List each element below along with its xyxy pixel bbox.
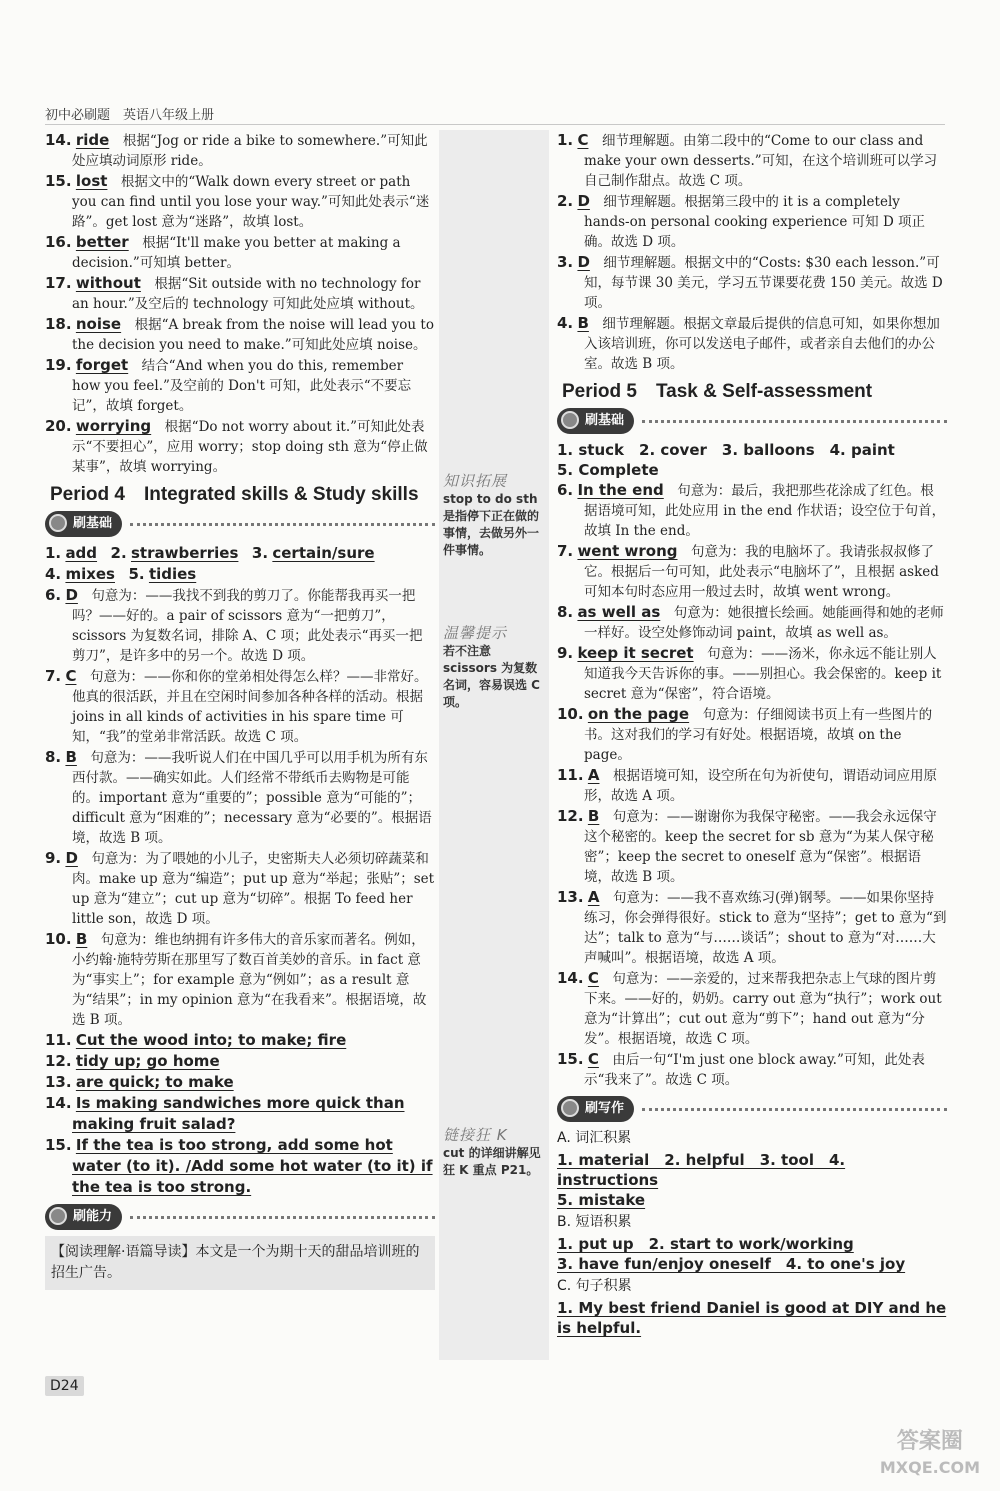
answer-item bbox=[45, 585, 435, 666]
item-answer: noise bbox=[75, 315, 122, 333]
answer-line bbox=[45, 564, 435, 585]
item-answer: strawberries bbox=[130, 544, 239, 562]
item-answer: B bbox=[577, 314, 589, 332]
badge-basic-1 bbox=[45, 511, 435, 537]
writing-a2: 5. mistake bbox=[557, 1191, 646, 1209]
item-answer: D bbox=[65, 586, 78, 604]
side-note-3 bbox=[443, 1124, 547, 1179]
item-explanation: 句意为：——我听说人们在中国几乎可以用手机为所有东西付款。——确实如此。人们经常不带纸币去购物是可能的。important 意为“重要的”；possible 意为“可能的”；difficult 意为“困难的”；necessary 意为“必要的”。根据语境，故选 B 项。 bbox=[72, 750, 432, 846]
page-header: 初中必刷题 英语八年级上册 bbox=[45, 108, 215, 123]
item-number: 12. bbox=[45, 1052, 72, 1070]
answer-item bbox=[45, 416, 435, 477]
writing-b1: 1. put up 2. start to work/working bbox=[557, 1235, 854, 1253]
item-number: 7. bbox=[45, 667, 62, 685]
item-explanation: 句意为：维也纳拥有许多伟大的音乐家而著名。例如，小约翰·施特劳斯在那里写了数百首美妙的音乐。in fact 意为“事实上”；for example 意为“例如”；as a result 意为“结果”；in my opinion 意为“在我看来”。根据语境，故选 B 项。 bbox=[72, 932, 427, 1028]
answer-item bbox=[45, 747, 435, 848]
item-number: 11. bbox=[557, 766, 584, 784]
item-explanation: 句意为：最后，我把那些花涂成了红色。根据语境可知，此处应用 in the end 作状语；设空位于句首，故填 In the end。 bbox=[584, 483, 946, 539]
answer-item bbox=[557, 704, 947, 765]
answer-item bbox=[45, 355, 435, 416]
item-explanation: 句意为：仔细阅读书页上有一些图片的书。这对我们的学习有好处。根据语境，故填 on the page。 bbox=[584, 707, 933, 763]
item-explanation: 根据“Jog or ride a bike to somewhere.”可知此处应填动词原形 ride。 bbox=[72, 133, 428, 169]
item-number: 16. bbox=[45, 233, 72, 251]
item-answer: In the end bbox=[577, 481, 664, 499]
writing-c-title: C. 句子积累 bbox=[557, 1278, 632, 1294]
reading-guide: 【阅读理解·语篇导读】本文是一个为期十天的甜品培训班的招生广告。 bbox=[45, 1236, 435, 1290]
p4-items bbox=[45, 585, 435, 1198]
item-number: 8. bbox=[557, 603, 574, 621]
item-explanation: 细节理解题。根据第三段中的 it is a completely hands-on personal cooking experience 可知 D 项正确。故选 D 项。 bbox=[584, 194, 926, 250]
item-number: 20. bbox=[45, 417, 72, 435]
item-answer: Is making sandwiches more quick than making fruit salad? bbox=[72, 1094, 405, 1133]
item-explanation: 句意为：——亲爱的，过来帮我把杂志上气球的图片剪下来。——好的，奶奶。carry out 意为“执行”；work out 意为“计算出”；cut out 意为“剪下”；hand out 意为“分发”。根据语境，故选 C 项。 bbox=[584, 971, 942, 1047]
answer-item bbox=[45, 666, 435, 747]
item-explanation: 细节理解题。由第二段中的“Come to our class and make your own desserts.”可知，在这个培训班可以学习自己制作甜点。故选 C 项。 bbox=[584, 133, 938, 189]
item-explanation: 句意为：——汤米，你永远不能让别人知道我今天告诉你的事。——别担心。我会保密的。keep it secret 意为“保密”，符合语境。 bbox=[584, 646, 942, 702]
answer-line bbox=[45, 543, 435, 564]
item-answer: add bbox=[65, 544, 98, 562]
watermark-logo bbox=[880, 1429, 980, 1481]
writing-b2: 3. have fun/enjoy oneself 4. to one's joy bbox=[557, 1255, 906, 1273]
item-number: 14. bbox=[45, 1094, 72, 1112]
answer-item bbox=[45, 1135, 435, 1198]
answer-item bbox=[557, 806, 947, 887]
item-answer: went wrong bbox=[577, 542, 678, 560]
answer-item bbox=[45, 130, 435, 171]
answer-item bbox=[45, 232, 435, 273]
item-explanation: 句意为：——我找不到我的剪刀了。你能帮我再买一把吗？——好的。a pair of scissors 意为“一把剪刀”，scissors 为复数名词，排除 A、C 项；此处表示“再买一把剪刀”，是许多中的另一个。故选 D 项。 bbox=[72, 588, 423, 664]
item-explanation: 句意为：——我不喜欢练习(弹)钢琴。——如果你坚持练习，你会弹得很好。stick to 意为“坚持”；get to 意为“到达”；talk to 意为“与……谈话”；shout to 意为“对……大声喊叫”。根据语境，故选 A 项。 bbox=[584, 890, 947, 966]
side-note-2-text: 若不注意 scissors 为复数名词，容易误选 C 项。 bbox=[443, 644, 540, 709]
item-answer: C bbox=[587, 1050, 599, 1068]
item-explanation: 根据文中的“Walk down every street or path you can find until you lose your way.”可知此处表示“迷路”。get lost 意为“迷路”，故填 lost。 bbox=[72, 174, 430, 230]
item-answer: B bbox=[75, 930, 88, 948]
item-answer: B bbox=[65, 748, 77, 766]
item-number: 15. bbox=[45, 1136, 72, 1154]
item-number: 6. bbox=[45, 586, 62, 604]
writing-a-title: A. 词汇积累 bbox=[557, 1130, 632, 1146]
answer-item bbox=[557, 130, 947, 191]
item-number: 8. bbox=[45, 748, 62, 766]
sidebar bbox=[439, 130, 549, 1360]
left-column bbox=[45, 130, 435, 1290]
answer-item bbox=[557, 643, 947, 704]
answer-item bbox=[45, 314, 435, 355]
item-number: 2. bbox=[110, 544, 127, 562]
item-explanation: 根据“A break from the noise will lead you to the decision you need to make.”可知此处应填 noise。 bbox=[72, 317, 434, 353]
item-answer: Cut the wood into; to make; fire bbox=[75, 1031, 347, 1049]
item-number: 3. bbox=[251, 544, 269, 562]
item-number: 13. bbox=[557, 888, 584, 906]
item-answer: D bbox=[65, 849, 78, 867]
logo-url: MXQE.COM bbox=[879, 1458, 980, 1477]
answer-item bbox=[45, 273, 435, 314]
item-answer: C bbox=[65, 667, 77, 685]
writing-b-title: B. 短语积累 bbox=[557, 1214, 632, 1230]
answer-item bbox=[557, 968, 947, 1049]
item-number: 19. bbox=[45, 356, 72, 374]
answer-item bbox=[45, 929, 435, 1030]
writing-c1: 1. My best friend Daniel is good at DIY and he is helpful. bbox=[557, 1299, 947, 1337]
answer-item bbox=[557, 765, 947, 806]
page-number: D24 bbox=[45, 1376, 84, 1396]
side-note-1-title: 知识拓展 bbox=[443, 472, 508, 490]
period5-title: Period 5 Task & Self-assessment bbox=[562, 381, 873, 402]
item-number: 14. bbox=[45, 131, 72, 149]
answer-item bbox=[45, 171, 435, 232]
item-number: 5. bbox=[128, 565, 145, 583]
answer-item bbox=[557, 887, 947, 968]
item-answer: C bbox=[577, 131, 589, 149]
side-note-3-text: cut 的详细讲解见狂 K 重点 P21。 bbox=[443, 1146, 541, 1177]
item-explanation: 结合“And when you do this, remember how you feel.”及空前的 Don't 可知，此处表示“不要忘记”，故填 forget。 bbox=[72, 358, 412, 414]
item-number: 14. bbox=[557, 969, 584, 987]
side-note-1-text: stop to do sth 是指停下正在做的事情，去做另外一件事情。 bbox=[443, 492, 540, 557]
item-number: 6. bbox=[557, 481, 574, 499]
item-answer: mixes bbox=[65, 565, 115, 583]
answer-item bbox=[557, 541, 947, 602]
side-note-2-title: 温馨提示 bbox=[443, 624, 508, 642]
badge-ability bbox=[45, 1204, 435, 1230]
writing-a1: 1. material 2. helpful 3. tool 4. instructions bbox=[557, 1151, 846, 1189]
item-answer: tidy up; go home bbox=[75, 1052, 220, 1070]
item-answer: D bbox=[577, 192, 590, 210]
badge-writing bbox=[557, 1096, 947, 1122]
side-note-2 bbox=[443, 622, 547, 711]
item-explanation: 细节理解题。根据文章最后提供的信息可知，如果你想加入该培训班，你可以发送电子邮件，或者亲自去他们的办公室。故选 B 项。 bbox=[584, 316, 940, 372]
answer-item bbox=[45, 1093, 435, 1135]
item-answer: keep it secret bbox=[577, 644, 694, 662]
item-explanation: 根据“Do not worry about it.”可知此处表示“不要担心”，应用 worry；stop doing sth 意为“停止做某事”，故填 worrying。 bbox=[72, 419, 428, 475]
answer-item bbox=[557, 313, 947, 374]
item-number: 9. bbox=[557, 644, 574, 662]
side-note-1 bbox=[443, 470, 547, 559]
right-items bbox=[557, 130, 947, 374]
item-answer: If the tea is too strong, add some hot water (to it). /Add some hot water (to it) if the tea is too strong. bbox=[72, 1136, 433, 1196]
item-answer: forget bbox=[75, 356, 129, 374]
p4-short-answers bbox=[45, 543, 435, 585]
item-explanation: 句意为：——谢谢你为我保守秘密。——我会永远保守这个秘密的。keep the secret for sb 意为“为某人保守秘密”；keep the secret to oneself 意为“保密”。根据语境，故选 B 项。 bbox=[584, 809, 937, 885]
answer-item bbox=[45, 1030, 435, 1051]
item-number: 4. bbox=[557, 314, 574, 332]
item-answer: D bbox=[577, 253, 590, 271]
item-answer: ride bbox=[75, 131, 110, 149]
answer-item bbox=[45, 848, 435, 929]
badge-label: 刷基础 bbox=[45, 511, 122, 537]
item-answer: better bbox=[75, 233, 129, 251]
item-explanation: 根据语境可知，设空所在句为祈使句，谓语动词应用原形，故选 A 项。 bbox=[584, 768, 937, 804]
header-divider bbox=[45, 124, 945, 125]
item-number: 15. bbox=[557, 1050, 584, 1068]
side-note-3-title: 链接狂 K bbox=[443, 1126, 508, 1144]
item-number: 1. bbox=[45, 544, 62, 562]
item-answer: on the page bbox=[587, 705, 690, 723]
item-explanation: 句意为：为了喂她的小儿子，史密斯夫人必须切碎蔬菜和肉。make up 意为“编造”；put up 意为“举起；张贴”；set up 意为“建立”；cut up 意为“切碎”。根据 To feed her little son，故选 D 项。 bbox=[72, 851, 435, 927]
item-answer: lost bbox=[75, 172, 108, 190]
p5-line-a: 1. stuck 2. cover 3. balloons 4. paint bbox=[557, 441, 895, 459]
item-explanation: 细节理解题。根据文中的“Costs: $30 each lesson.”可知，每节课 30 美元，学习五节课要花费 150 美元。故选 D 项。 bbox=[584, 255, 943, 311]
item-number: 17. bbox=[45, 274, 72, 292]
answer-item bbox=[557, 191, 947, 252]
item-number: 7. bbox=[557, 542, 574, 560]
item-answer: without bbox=[75, 274, 141, 292]
item-answer: as well as bbox=[577, 603, 661, 621]
item-explanation: 根据“It'll make you better at making a decision.”可知填 better。 bbox=[72, 235, 401, 271]
badge-label: 刷写作 bbox=[557, 1096, 634, 1122]
item-answer: are quick; to make bbox=[75, 1073, 234, 1091]
item-answer: C bbox=[587, 969, 599, 987]
period4-title: Period 4 Integrated skills & Study skills bbox=[50, 484, 419, 505]
logo-text: 答案圈 bbox=[896, 1429, 963, 1454]
answer-item bbox=[45, 1072, 435, 1093]
item-number: 2. bbox=[557, 192, 574, 210]
left-items bbox=[45, 130, 435, 477]
item-answer: B bbox=[587, 807, 600, 825]
item-number: 3. bbox=[557, 253, 574, 271]
badge-basic-2 bbox=[557, 408, 947, 434]
item-number: 12. bbox=[557, 807, 584, 825]
item-explanation: 句意为：我的电脑坏了。我请张叔叔修了它。根据后一句可知，此处表示“电脑坏了”，且根据 asked 可知本句时态应用一般过去时，故填 went wrong。 bbox=[584, 544, 939, 600]
answer-item bbox=[557, 602, 947, 643]
answer-item bbox=[45, 1051, 435, 1072]
item-number: 9. bbox=[45, 849, 62, 867]
item-number: 11. bbox=[45, 1031, 72, 1049]
item-explanation: 根据“Sit outside with no technology for an hour.”及空后的 technology 可知此处应填 without。 bbox=[72, 276, 424, 312]
answer-item bbox=[557, 252, 947, 313]
item-explanation: 由后一句“I'm just one block away.”可知，此处表示“我来了”。故选 C 项。 bbox=[584, 1052, 925, 1088]
item-answer: tidies bbox=[148, 565, 197, 583]
p5-line-b: 5. Complete bbox=[557, 461, 659, 479]
item-number: 15. bbox=[45, 172, 72, 190]
item-number: 10. bbox=[557, 705, 584, 723]
item-number: 1. bbox=[557, 131, 574, 149]
item-answer: A bbox=[587, 888, 600, 906]
answer-item bbox=[557, 1049, 947, 1090]
item-answer: certain/sure bbox=[272, 544, 375, 562]
item-number: 18. bbox=[45, 315, 72, 333]
badge-label: 刷能力 bbox=[45, 1204, 122, 1230]
item-number: 13. bbox=[45, 1073, 72, 1091]
item-explanation: 句意为：她很擅长绘画。她能画得和她的老师一样好。设空处修饰动词 paint，故填 as well as。 bbox=[584, 605, 944, 641]
badge-label: 刷基础 bbox=[557, 408, 634, 434]
answer-item bbox=[557, 480, 947, 541]
item-answer: A bbox=[587, 766, 600, 784]
p5-items bbox=[557, 480, 947, 1090]
right-column bbox=[557, 130, 947, 1338]
item-answer: worrying bbox=[75, 417, 152, 435]
item-number: 10. bbox=[45, 930, 72, 948]
item-number: 4. bbox=[45, 565, 62, 583]
item-explanation: 句意为：——你和你的堂弟相处得怎么样？——非常好。他真的很活跃，并且在空闲时间参加各种各样的活动。根据 joins in all kinds of activities in his spare time 可知，“我”的堂弟非常活跃。故选 C 项。 bbox=[72, 669, 428, 745]
